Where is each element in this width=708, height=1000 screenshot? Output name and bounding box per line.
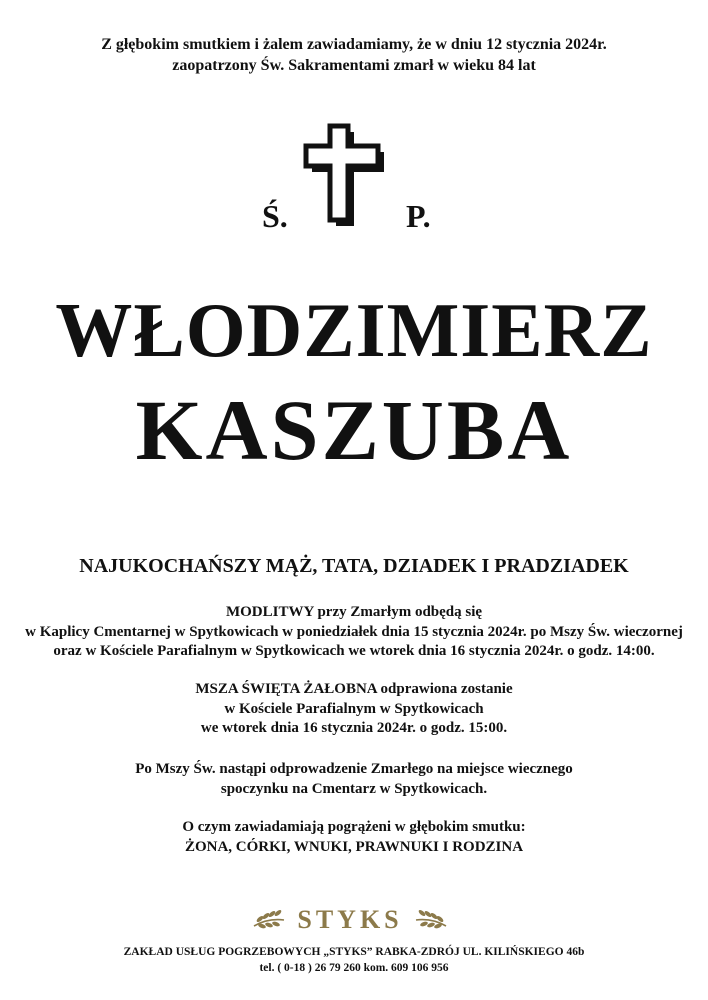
deceased-last-name: KASZUBA — [135, 382, 573, 478]
laurel-icon-right — [416, 909, 446, 929]
funeral-home-footer — [0, 945, 708, 976]
deceased-first-name: WŁODZIMIERZ — [55, 287, 653, 373]
mourners-section — [0, 818, 708, 857]
footer-address: ZAKŁAD USŁUG POGRZEBOWYCH „STYKS” RABKA-ZDRÓJ UL. KILIŃSKIEGO 46b — [123, 946, 585, 958]
mass-section — [0, 680, 708, 739]
family-role-line: NAJUKOCHAŃSZY MĄŻ, TATA, DZIADEK I PRADZIADEK — [79, 555, 629, 577]
burial-section — [0, 760, 708, 799]
prayers-line-2: w Kaplicy Cmentarnej w Spytkowicach w poniedziałek dnia 15 stycznia 2024r. po Mszy Św. wieczornej — [25, 623, 683, 640]
intro-line-2: zaopatrzony Św. Sakramentami zmarł w wieku 84 lat — [172, 57, 536, 74]
logo-text: STYKS — [297, 905, 403, 934]
cross-icon — [303, 122, 393, 230]
intro-line-1: Z głębokim smutkiem i żalem zawiadamiamy, że w dniu 12 stycznia 2024r. — [101, 36, 607, 53]
burial-line-1: Po Mszy Św. nastąpi odprowadzenie Zmarłego na miejsce wiecznego — [135, 761, 573, 777]
mourners-line-2: ŻONA, CÓRKI, WNUKI, PRAWNUKI I RODZINA — [184, 838, 524, 855]
footer-phone: tel. ( 0-18 ) 26 79 260 kom. 609 106 956 — [259, 961, 449, 974]
sp-left-label: Ś. — [262, 198, 288, 234]
intro-text — [0, 34, 708, 76]
mourners-line-1: O czym zawiadamiają pogrążeni w głębokim smutku: — [182, 819, 526, 835]
sp-right-label: P. — [406, 198, 431, 234]
laurel-icon-left — [254, 909, 284, 929]
burial-line-2: spoczynku na Cmentarz w Spytkowicach. — [220, 780, 488, 797]
mass-line-2: w Kościele Parafialnym w Spytkowicach — [224, 700, 484, 717]
mass-line-3: we wtorek dnia 16 stycznia 2024r. o godz. 15:00. — [200, 720, 508, 736]
mass-line-1: MSZA ŚWIĘTA ŻAŁOBNA odprawiona zostanie — [195, 681, 513, 697]
prayers-line-3: oraz w Kościele Parafialnym w Spytkowicach we wtorek dnia 16 stycznia 2024r. o godz. 14:00. — [53, 643, 655, 659]
styks-logo — [250, 898, 450, 940]
prayers-line-1: MODLITWY przy Zmarłym odbędą się — [225, 604, 483, 620]
prayers-section — [0, 603, 708, 662]
